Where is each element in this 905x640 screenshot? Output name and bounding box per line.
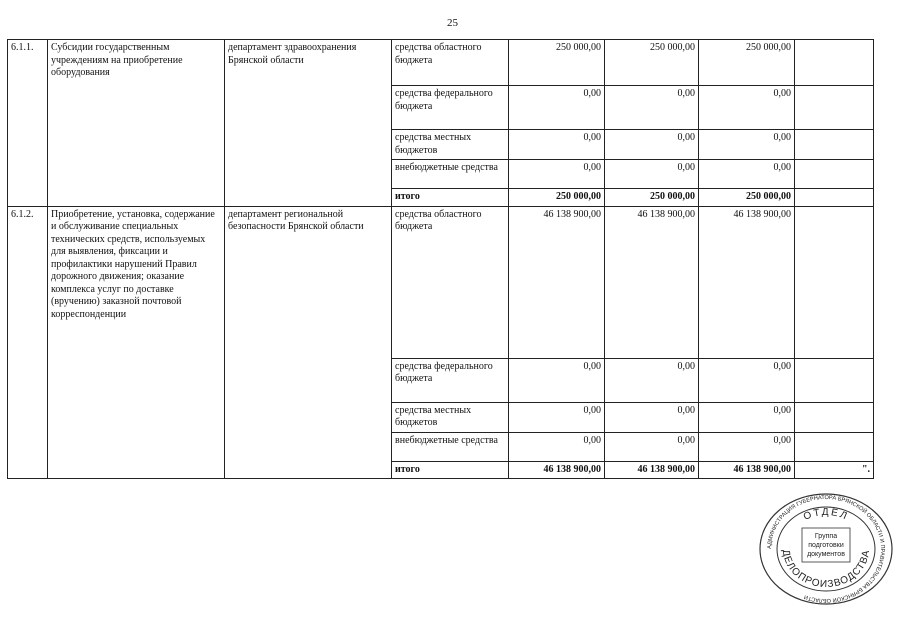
note-cell: [795, 189, 874, 207]
note-cell: [795, 40, 874, 86]
funding-source: внебюджетные средства: [392, 160, 509, 189]
amount-cell: 0,00: [509, 358, 605, 402]
amount-cell: 0,00: [699, 130, 795, 160]
funding-source: средства федерального бюджета: [392, 86, 509, 130]
table-row: [8, 206, 874, 358]
amount-cell: 0,00: [699, 432, 795, 461]
funding-source-total: итого: [392, 461, 509, 479]
funding-source-total: итого: [392, 189, 509, 207]
amount-cell: 250 000,00: [605, 189, 699, 207]
amount-cell: 0,00: [509, 402, 605, 432]
table-row: [8, 40, 874, 86]
note-cell: [795, 86, 874, 130]
row-code: 6.1.2.: [8, 206, 48, 479]
page-number: 25: [447, 17, 458, 29]
amount-cell: 250 000,00: [509, 189, 605, 207]
amount-cell: 0,00: [509, 130, 605, 160]
amount-cell: 0,00: [605, 432, 699, 461]
amount-cell: 46 138 900,00: [605, 461, 699, 479]
closing-quote: ".: [795, 461, 874, 479]
amount-cell: 46 138 900,00: [509, 461, 605, 479]
amount-cell: 0,00: [605, 130, 699, 160]
amount-cell: 46 138 900,00: [699, 461, 795, 479]
funding-source: средства местных бюджетов: [392, 402, 509, 432]
row-executor: департамент региональной безопасности Брянской области: [225, 206, 392, 479]
amount-cell: 0,00: [699, 160, 795, 189]
amount-cell: 46 138 900,00: [605, 206, 699, 358]
amount-cell: 0,00: [605, 160, 699, 189]
stamp-middle-ring: [777, 507, 875, 591]
funding-source: средства местных бюджетов: [392, 130, 509, 160]
stamp-bottom-text: ДЕЛОПРОИЗВОДСТВА: [779, 548, 873, 591]
amount-cell: 250 000,00: [509, 40, 605, 86]
amount-cell: 0,00: [699, 86, 795, 130]
amount-cell: 0,00: [509, 86, 605, 130]
row-executor: департамент здравоохранения Брянской области: [225, 40, 392, 207]
stamp-top-text: ОТДЕЛ: [801, 506, 851, 523]
funding-source: средства областного бюджета: [392, 40, 509, 86]
stamp-center-line: документов: [807, 551, 845, 558]
row-name: Субсидии государственным учреждениям на приобретение оборудования: [48, 40, 225, 207]
amount-cell: 0,00: [605, 402, 699, 432]
note-cell: [795, 130, 874, 160]
stamp-center-line: Группа: [814, 533, 838, 540]
note-cell: [795, 432, 874, 461]
amount-cell: 250 000,00: [699, 189, 795, 207]
amount-cell: 0,00: [509, 160, 605, 189]
amount-cell: 46 138 900,00: [509, 206, 605, 358]
row-name: Приобретение, установка, содержание и обслуживание специальных технических средств, используемых для выявления, фиксации и профилактики нарушений Правил дорожного движения; оказание комплекса услуг по доставке (вручению) заказной почтовой корреспонденции: [48, 206, 225, 479]
amount-cell: 0,00: [509, 432, 605, 461]
budget-table: [7, 39, 874, 479]
row-code: 6.1.1.: [8, 40, 48, 207]
note-cell: [795, 160, 874, 189]
funding-source: средства федерального бюджета: [392, 358, 509, 402]
department-stamp: [757, 492, 895, 606]
amount-cell: 250 000,00: [699, 40, 795, 86]
amount-cell: 0,00: [605, 86, 699, 130]
amount-cell: 0,00: [699, 358, 795, 402]
stamp-center-line: подготовки: [808, 542, 844, 549]
note-cell: [795, 402, 874, 432]
note-cell: [795, 358, 874, 402]
amount-cell: 250 000,00: [605, 40, 699, 86]
amount-cell: 0,00: [699, 402, 795, 432]
stamp-outer-text: АДМИНИСТРАЦИЯ ГУБЕРНАТОРА БРЯНСКОЙ ОБЛАСТИ И ПРАВИТЕЛЬСТВА БРЯНСКОЙ ОБЛАСТИ: [766, 494, 886, 604]
amount-cell: 0,00: [605, 358, 699, 402]
funding-source: внебюджетные средства: [392, 432, 509, 461]
funding-source: средства областного бюджета: [392, 206, 509, 358]
note-cell: [795, 206, 874, 358]
amount-cell: 46 138 900,00: [699, 206, 795, 358]
